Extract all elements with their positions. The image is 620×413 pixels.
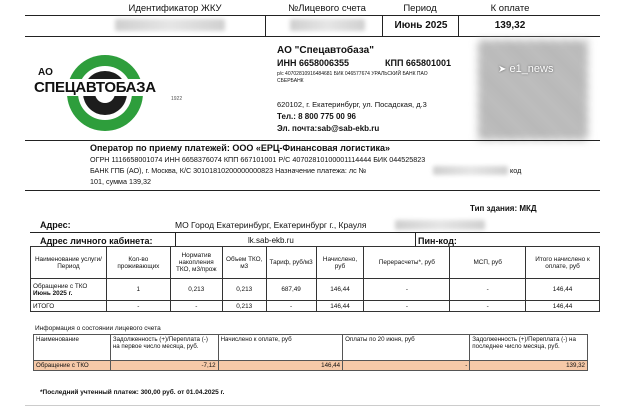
itogo-msp: - bbox=[450, 301, 526, 312]
operator-line3: 101, сумма 139,32 bbox=[90, 177, 151, 186]
info-h-accrued: Начислено к оплате, руб bbox=[218, 335, 342, 361]
operator-line1: ОГРН 1116658001074 ИНН 6658376074 КПП 667101001 Р/С 40702810100001114444 БИК 044525823 bbox=[90, 155, 426, 164]
info-h-start: Задолженность (+)/Переплата (-) на первое число месяца, руб. bbox=[110, 335, 218, 361]
info-data-row bbox=[34, 361, 588, 371]
account-redacted bbox=[290, 19, 365, 31]
itogo-recalc: - bbox=[364, 301, 450, 312]
col-volume: Объем ТКО, м3 bbox=[222, 247, 266, 279]
operator-account-redacted bbox=[433, 166, 508, 175]
charges-table bbox=[30, 246, 600, 312]
itogo-row bbox=[31, 301, 600, 312]
account-info-table bbox=[33, 334, 588, 371]
company-name: АО "Спецавтобаза" bbox=[277, 45, 374, 56]
period-value: Июнь 2025 bbox=[394, 20, 448, 31]
itogo-tariff: - bbox=[266, 301, 316, 312]
itogo-accrued: 146,44 bbox=[316, 301, 364, 312]
col-residents: Кол-во проживающих bbox=[106, 247, 170, 279]
company-bank-line2: СБЕРБАНК bbox=[277, 78, 304, 84]
header-amount-label: К оплате bbox=[490, 3, 530, 14]
id-redacted bbox=[115, 19, 225, 31]
row-accrued: 146,44 bbox=[316, 279, 364, 301]
company-email: Эл. почта:sab@sab-ekb.ru bbox=[277, 124, 380, 133]
info-h-paid: Оплаты по 20 июня, руб bbox=[343, 335, 470, 361]
address-value: МО Город Екатеринбург, Екатеринбург г., Крауля bbox=[175, 220, 367, 230]
telegram-icon: ➤ bbox=[498, 64, 507, 75]
itogo-norm: - bbox=[170, 301, 222, 312]
info-r-accrued: 146,44 bbox=[218, 361, 342, 371]
itogo-total: 146,44 bbox=[526, 301, 600, 312]
col-accrued: Начислено, руб bbox=[316, 247, 364, 279]
operator-title: Оператор по приему платежей: ООО «ЕРЦ-Финансовая логистика» bbox=[90, 143, 391, 153]
info-header-row bbox=[34, 335, 588, 361]
company-address: 620102, г. Екатеринбург, ул. Посадская, д.3 bbox=[277, 100, 427, 109]
pin-label: Пин-код: bbox=[418, 236, 457, 246]
address-redacted bbox=[395, 220, 485, 230]
itogo-label: ИТОГО bbox=[31, 301, 107, 312]
row-msp: - bbox=[450, 279, 526, 301]
logo-year: 1922 bbox=[171, 96, 183, 102]
col-recalc: Перерасчеты*, руб bbox=[364, 247, 450, 279]
company-bank-line1: р/с 40702810916484681 БИК 046577674 УРАЛЬСКИЙ БАНК ПАО bbox=[277, 71, 428, 77]
row-total: 146,44 bbox=[526, 279, 600, 301]
info-h-end: Задолженность (+)/Переплата (-) на последнее число месяца, руб. bbox=[470, 335, 588, 361]
company-inn: ИНН 6658006355 bbox=[277, 58, 350, 68]
row-tariff: 687,49 bbox=[266, 279, 316, 301]
header-id-label: Идентификатор ЖКУ bbox=[128, 3, 222, 14]
info-title: Информация о состоянии лицевого счета bbox=[35, 325, 161, 332]
info-h-name: Наименование bbox=[34, 335, 111, 361]
company-kpp: КПП 665801001 bbox=[385, 58, 451, 68]
watermark-text: e1_news bbox=[509, 63, 554, 75]
operator-line2: БАНК ГПБ (АО), г. Москва, К/С 30101810200000000823 Назначение платежа: лс № bbox=[90, 166, 367, 175]
logo-small-text: АО bbox=[38, 67, 53, 78]
row-service-cell bbox=[31, 279, 107, 301]
info-r-end: 139,32 bbox=[470, 361, 588, 371]
building-type: Тип здания: МКД bbox=[470, 204, 537, 213]
info-r-name: Обращение с ТКО bbox=[34, 361, 111, 371]
itogo-volume: 0,213 bbox=[222, 301, 266, 312]
col-norm: Норматив накопления ТКО, м3/прож bbox=[170, 247, 222, 279]
col-tariff: Тариф, руб/м3 bbox=[266, 247, 316, 279]
operator-line2-tail: код bbox=[510, 166, 522, 175]
col-total: Итого начислено к оплате, руб bbox=[526, 247, 600, 279]
row-period: Июнь 2025 г. bbox=[33, 289, 73, 297]
info-r-start: -7,12 bbox=[110, 361, 218, 371]
watermark bbox=[498, 63, 554, 75]
row-recalc: - bbox=[364, 279, 450, 301]
qr-code-redacted bbox=[478, 40, 588, 140]
amount-value: 139,32 bbox=[494, 20, 526, 31]
cabinet-label: Адрес личного кабинета: bbox=[40, 236, 153, 246]
col-msp: МСП, руб bbox=[450, 247, 526, 279]
table-row bbox=[31, 279, 600, 301]
company-phone: Тел.: 8 800 775 00 96 bbox=[277, 112, 356, 121]
address-label: Адрес: bbox=[40, 220, 71, 230]
info-r-paid: - bbox=[343, 361, 470, 371]
company-logo bbox=[30, 48, 200, 143]
col-service: Наименование услуги/ Период bbox=[31, 247, 107, 279]
header-period-label: Период bbox=[403, 3, 437, 14]
itogo-residents: - bbox=[106, 301, 170, 312]
row-residents: 1 bbox=[106, 279, 170, 301]
logo-main-text: СПЕЦАВТОБАЗА bbox=[34, 79, 156, 96]
row-volume: 0,213 bbox=[222, 279, 266, 301]
charges-header-row bbox=[31, 247, 600, 279]
cabinet-value[interactable]: lk.sab-ekb.ru bbox=[248, 236, 294, 245]
header-account-label: №Лицевого счета bbox=[288, 3, 366, 14]
row-norm: 0,213 bbox=[170, 279, 222, 301]
footnote: *Последний учтенный платеж: 300,00 руб. от 01.04.2025 г. bbox=[40, 389, 225, 396]
row-service: Обращение с ТКО bbox=[33, 282, 88, 290]
